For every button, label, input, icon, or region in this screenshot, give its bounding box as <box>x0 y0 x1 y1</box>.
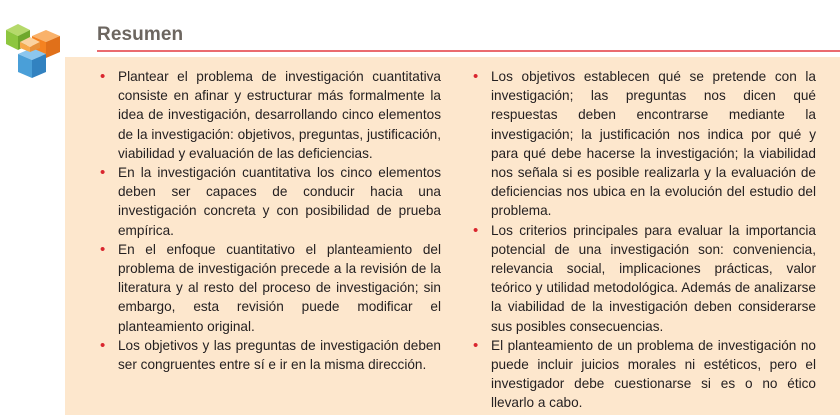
summary-bullet: • El planteamiento de un problema de investigación no puede incluir juicios morales ni estéticos, pero el investigador debe cuestionarse si es o no ético llevarlo a cabo. <box>471 336 816 413</box>
summary-content <box>65 57 840 415</box>
left-column <box>98 67 441 374</box>
stacked-cubes-icon <box>2 22 66 82</box>
summary-bullet: • Los objetivos y las preguntas de investigación deben ser congruentes entre sí e ir en la misma dirección. <box>98 336 441 374</box>
summary-bullet: • Los criterios principales para evaluar la importancia potencial de una investigación son: conveniencia, relevancia social, implicaciones prácticas, valor teórico y utilidad metodológica. Además de analizarse la viabilidad de la investigación deben considerarse sus posibles consecuencias. <box>471 221 816 336</box>
summary-bullet: • Los objetivos establecen qué se pretende con la investigación; las preguntas nos dicen qué respuestas deben encontrarse mediante la investigación; la justificación nos indica por qué y para qué debe hacerse la investigación; la viabilidad nos señala si es posible realizarla y la evaluación de deficiencias nos ubica en la evolución del estudio del problema. <box>471 67 816 221</box>
summary-bullet: • En el enfoque cuantitativo el planteamiento del problema de investigación precede a la revisión de la literatura y al resto del proceso de investigación; sin embargo, esta revisión puede modificar el planteamiento original. <box>98 240 441 336</box>
section-title: Resumen <box>97 24 184 45</box>
summary-bullet: • Plantear el problema de investigación cuantitativa consiste en afinar y estructurar más formalmente la idea de investigación, desarrollando cinco elementos de la investigación: objetivos, preguntas, justificación, viabilidad y evaluación de las deficiencias. <box>98 67 441 163</box>
right-column <box>471 67 816 413</box>
title-divider <box>97 50 840 52</box>
summary-bullet: • En la investigación cuantitativa los cinco elementos deben ser capaces de conducir hacia una investigación concreta y con posibilidad de prueba empírica. <box>98 163 441 240</box>
